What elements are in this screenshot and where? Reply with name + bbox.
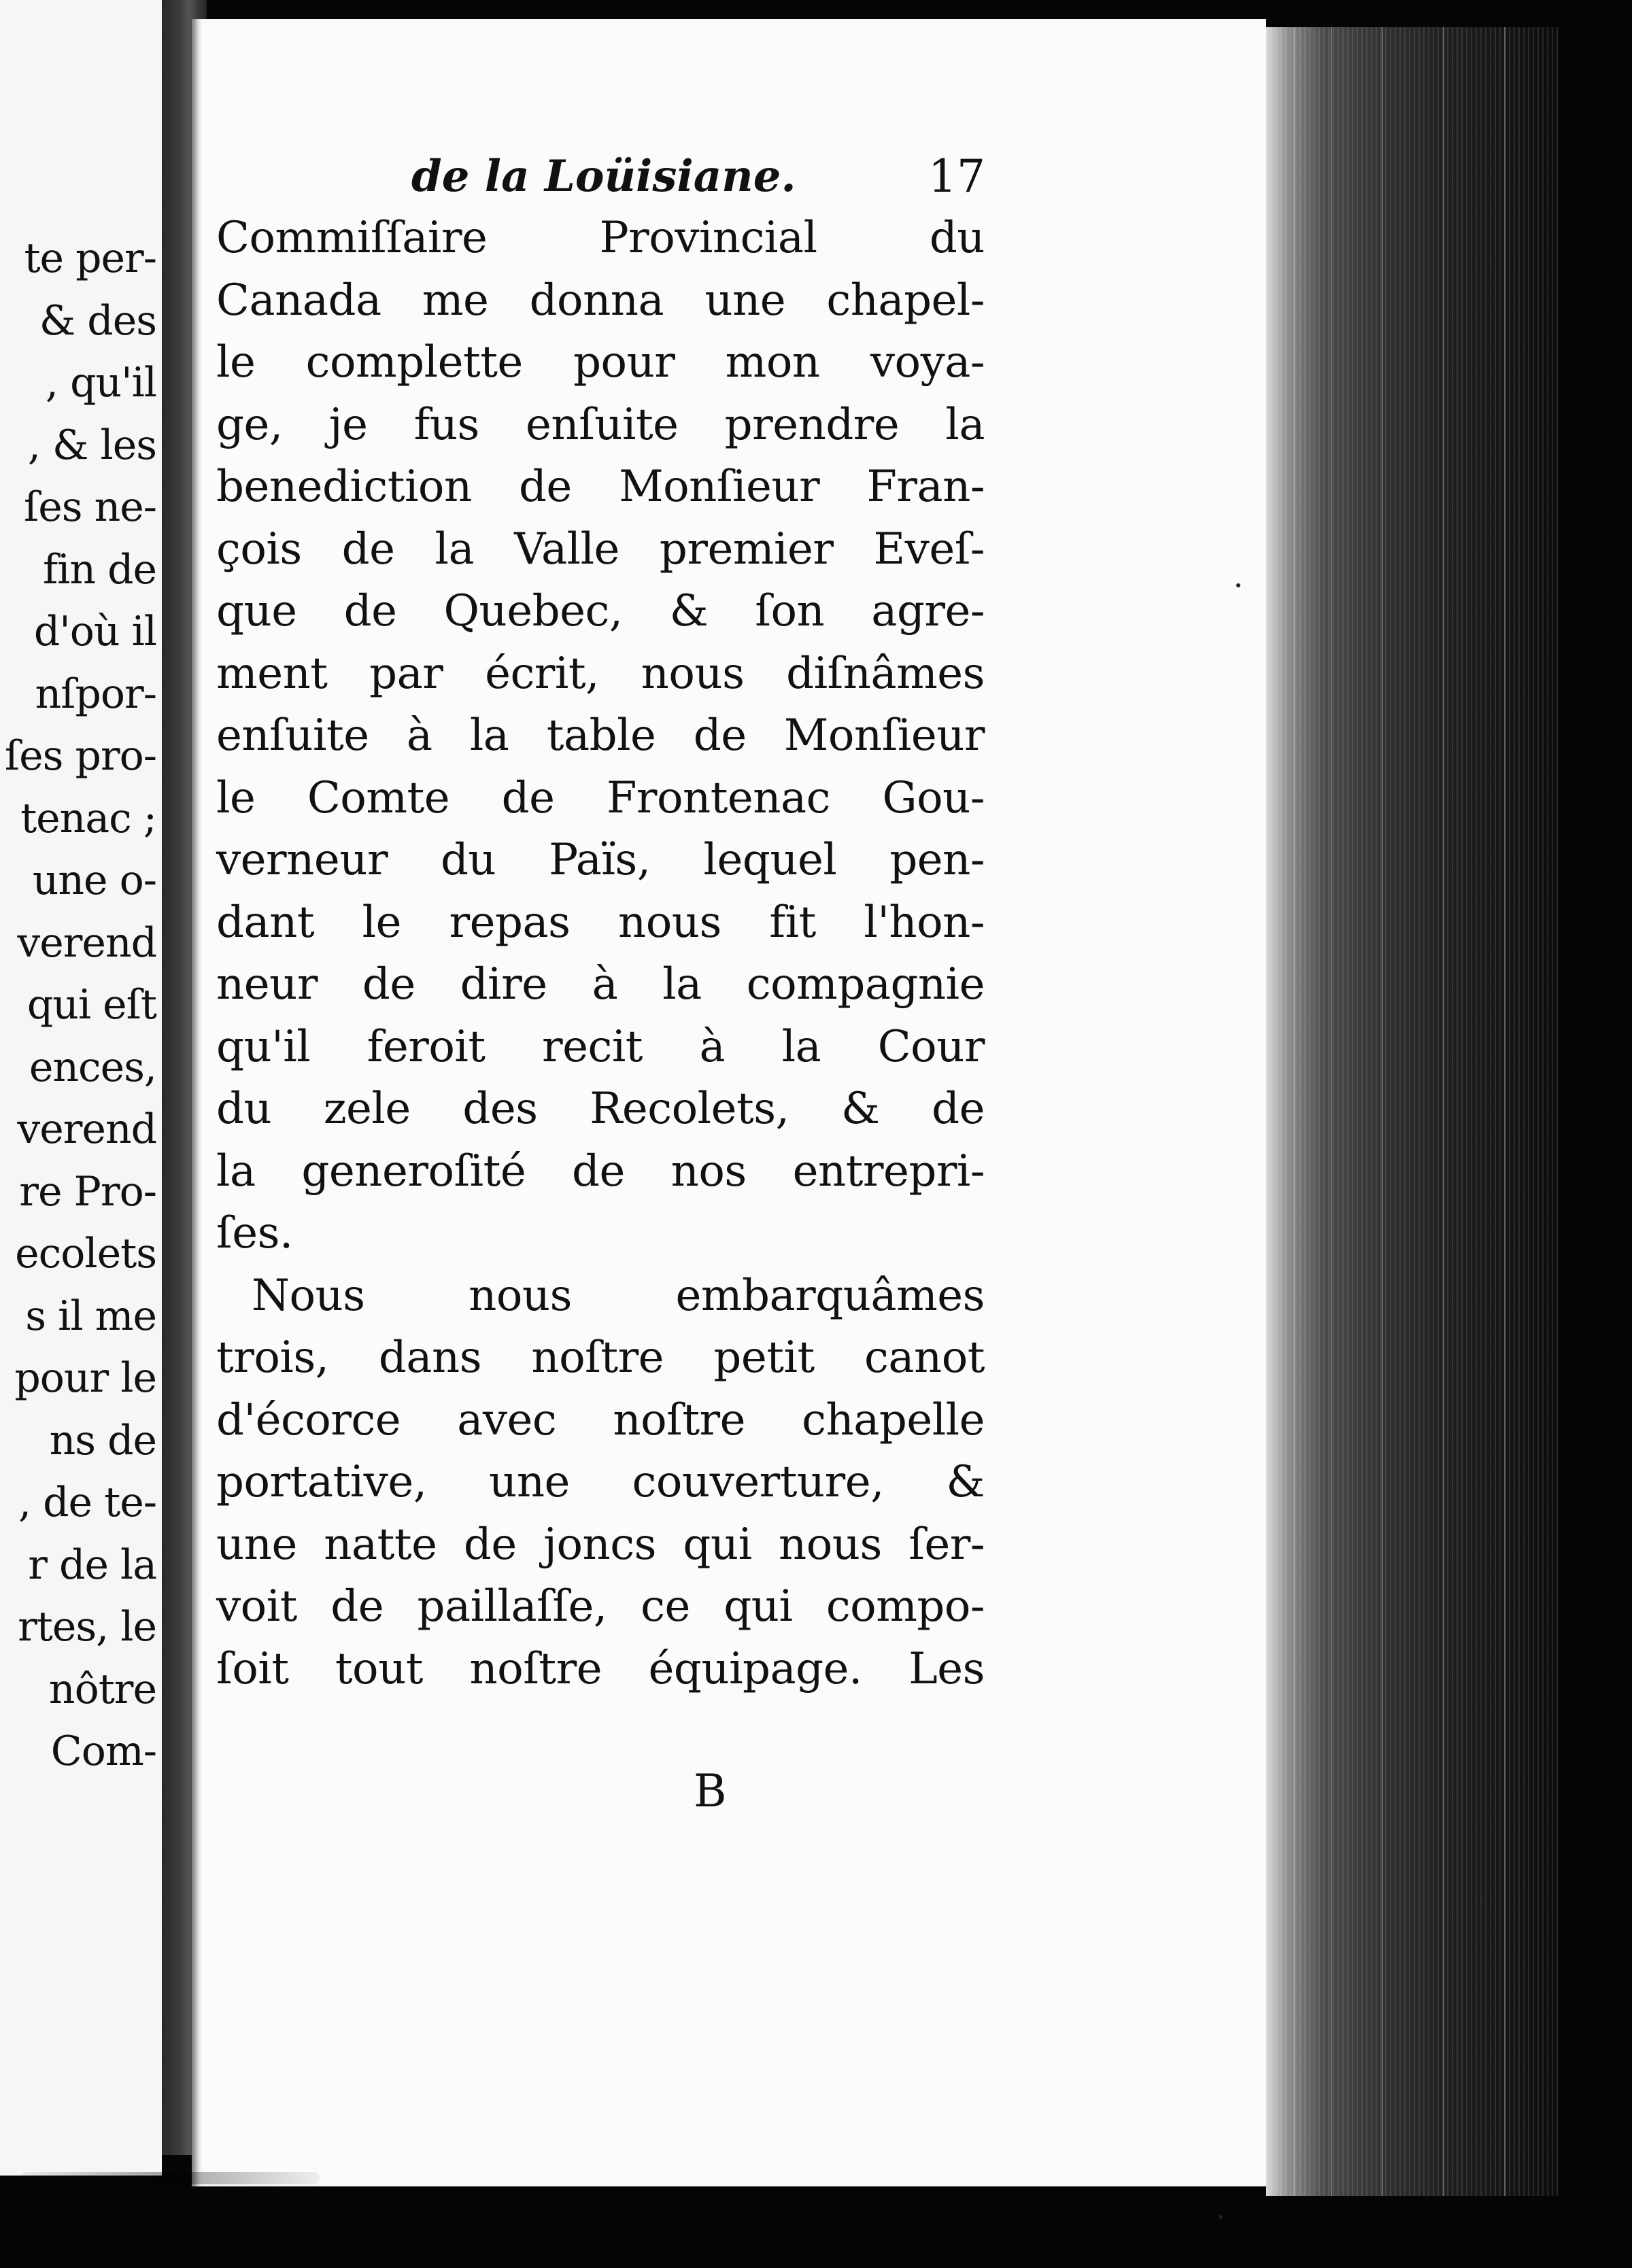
text-line: ment par écrit, nous diſnâmes — [216, 648, 985, 699]
bottom-smudge — [20, 2172, 320, 2184]
left-line: tenac ; — [20, 794, 156, 842]
text-line: enſuite à la table de Monſieur — [216, 710, 985, 761]
left-line: ns de — [49, 1416, 156, 1464]
left-line: , qu'il — [45, 359, 156, 407]
text-line: une natte de joncs qui nous ſer- — [216, 1519, 985, 1570]
left-line: verend — [17, 918, 156, 967]
edge-line — [1443, 27, 1444, 2196]
left-line: s il me — [25, 1292, 156, 1340]
left-line: ſes ne- — [23, 483, 156, 531]
text-line: ſes. — [216, 1208, 293, 1258]
text-line: benediction de Monſieur Fran- — [216, 462, 985, 512]
text-line: Commiſſaire Provincial du — [216, 213, 985, 263]
left-page — [0, 0, 162, 2176]
edge-line — [1382, 27, 1383, 2196]
text-line: le complette pour mon voya- — [216, 337, 985, 388]
text-line: dant le repas nous fit l'hon- — [216, 897, 985, 948]
left-line: d'où il — [33, 608, 156, 655]
left-line: & des — [39, 296, 156, 345]
text-line: que de Quebec, & ſon agre- — [216, 586, 985, 636]
left-page-text — [0, 228, 158, 1783]
left-line: re Pro- — [19, 1167, 156, 1216]
text-line: portative, une couverture, & — [216, 1457, 985, 1507]
speck — [1219, 2215, 1223, 2219]
book-fore-edge — [1266, 27, 1559, 2196]
edge-line — [1504, 27, 1506, 2196]
text-line: la generoſité de nos entrepri- — [216, 1146, 985, 1197]
text-line: çois de la Valle premier Eveſ- — [216, 523, 985, 574]
left-line: qui eſt — [27, 981, 156, 1029]
running-header — [197, 146, 993, 207]
text-line: ge, je fus enſuite prendre la — [216, 399, 985, 450]
left-line: une o- — [32, 857, 156, 904]
signature-mark: B — [694, 1765, 727, 1817]
left-line: ecolets — [15, 1230, 156, 1277]
left-line: , de te- — [18, 1479, 156, 1526]
left-line: verend — [17, 1105, 156, 1153]
text-line: d'écorce avec noſtre chapelle — [216, 1394, 985, 1445]
text-line: Nous nous embarquâmes — [252, 1270, 985, 1321]
body-text — [216, 207, 985, 1700]
text-line: verneur du Païs, lequel pen- — [216, 835, 985, 885]
left-line: fin de — [42, 545, 156, 594]
left-line: ences, — [29, 1043, 156, 1091]
left-line: Com- — [50, 1728, 156, 1775]
page-number: 17 — [928, 150, 985, 203]
text-line: le Comte de Frontenac Gou- — [216, 772, 985, 823]
left-line: nôtre — [48, 1665, 156, 1713]
text-line: qu'il feroit recit à la Cour — [216, 1021, 985, 1072]
text-line: Canada me donna une chapel- — [216, 275, 985, 326]
left-line: r de la — [28, 1541, 156, 1589]
text-line: du zele des Recolets, & de — [216, 1084, 985, 1134]
text-line: voit de paillaſſe, ce qui compo- — [216, 1581, 985, 1632]
edge-line — [1331, 27, 1332, 2196]
left-line: ſes pro- — [4, 732, 156, 780]
left-line: rtes, le — [18, 1603, 156, 1651]
running-title: de la Loüisiane. — [411, 151, 796, 202]
speck — [1236, 583, 1240, 587]
left-line: , & les — [27, 421, 156, 469]
text-line: trois, dans noſtre petit canot — [216, 1333, 985, 1383]
text-line: ſoit tout noſtre équipage. Les — [216, 1643, 985, 1694]
left-line: pour le — [14, 1354, 156, 1402]
text-line: neur de dire à la compagnie — [216, 959, 985, 1010]
left-line: te per- — [24, 235, 156, 282]
left-line: nſpor- — [35, 670, 156, 718]
edge-line — [1293, 27, 1295, 2196]
